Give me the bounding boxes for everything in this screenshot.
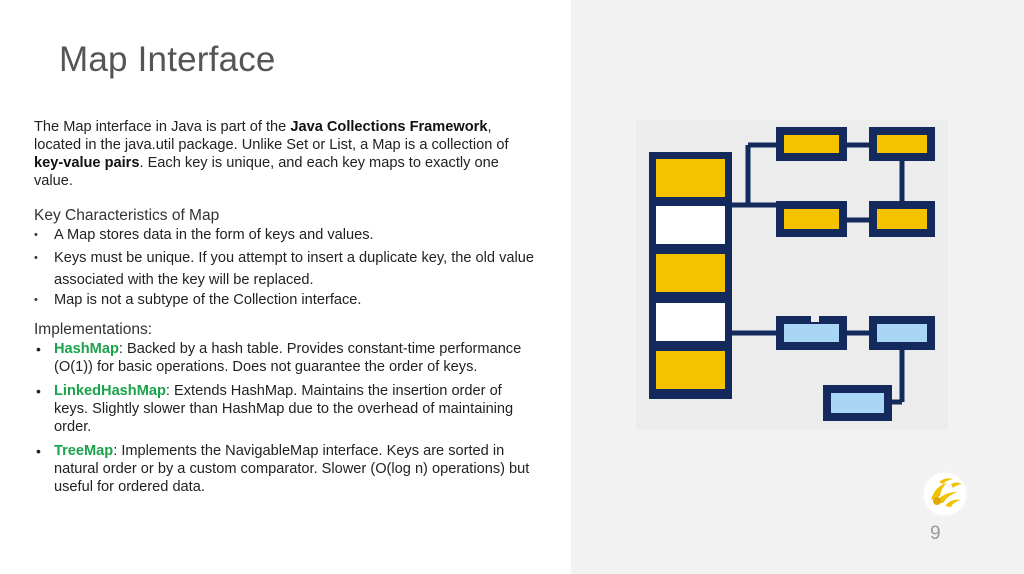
page-number: 9 [930, 523, 941, 544]
implementations-heading: Implementations: [34, 321, 153, 338]
bullet-icon: • [36, 341, 41, 357]
slide-body [34, 118, 539, 502]
intro-text-1: The Map interface in Java is part of the [34, 119, 291, 135]
implementation-desc: : Extends HashMap. Maintains the insertion order of keys. Slightly slower than HashMap due to the overhead of maintaining order. [54, 383, 514, 435]
bullet-icon: • [36, 383, 41, 399]
bullet-icon: • [34, 294, 38, 306]
characteristic-text: Keys must be unique. If you attempt to insert a duplicate key, the old value associated with the key will be replaced. [54, 250, 534, 288]
characteristic-item [34, 291, 539, 309]
intro-paragraph [34, 118, 539, 190]
implementation-name: HashMap [54, 341, 119, 357]
characteristics-heading: Key Characteristics of Map [34, 207, 220, 224]
implementation-name: LinkedHashMap [54, 383, 166, 399]
bullet-icon: • [34, 229, 38, 241]
implementation-item [34, 340, 539, 376]
slide-title: Map Interface [59, 40, 276, 79]
bullet-icon: • [34, 252, 38, 264]
intro-bold-1: Java Collections Framework [290, 119, 488, 135]
characteristic-text: Map is not a subtype of the Collection interface. [54, 292, 362, 308]
characteristic-item [34, 247, 539, 291]
bullet-icon: • [36, 443, 41, 459]
hash-map-diagram-icon [636, 120, 948, 435]
implementation-item [34, 382, 539, 436]
characteristic-item [34, 226, 539, 244]
intro-text-2: , located in the java.util package. Unlike Set or List, a Map is a collection of [34, 119, 509, 153]
implementation-desc: : Backed by a hash table. Provides constant-time performance (O(1)) for basic operations. Does not guarantee the order of keys. [54, 341, 522, 375]
intro-text-3: . Each key is unique, and each key maps to exactly one value. [34, 155, 499, 189]
sun-logo-icon [921, 470, 969, 518]
implementation-item [34, 442, 539, 496]
characteristics-list [34, 226, 539, 309]
characteristic-text: A Map stores data in the form of keys and values. [54, 227, 374, 243]
implementation-desc: : Implements the NavigableMap interface. Keys are sorted in natural order or by a custom comparator. Slower (O(log n) operations) but useful for ordered data. [54, 443, 530, 495]
implementation-name: TreeMap [54, 443, 114, 459]
intro-bold-2: key-value pairs [34, 155, 140, 171]
implementations-list [34, 340, 539, 496]
